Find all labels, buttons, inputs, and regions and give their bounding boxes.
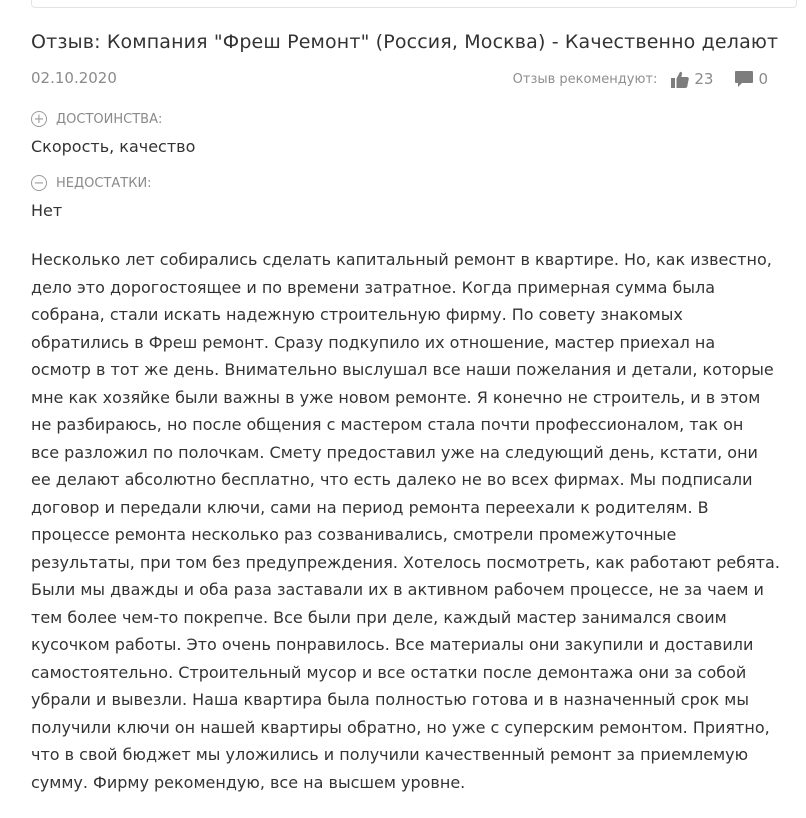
review-body-line: осмотр в тот же день. Внимательно выслушал все наши пожелания и детали, которые [31, 360, 774, 379]
comment-count: 0 [758, 70, 768, 88]
review-body-line: дело это дорогостоящее и по времени затратное. Когда примерная сумма была [31, 277, 716, 297]
review-body-line: убрали и вывезли. Наша квартира была полностью готова и в назначенный срок мы [31, 690, 749, 709]
review-body-line: кусочком работы. Это очень понравилось. Все материалы они закупили и доставили [31, 635, 754, 654]
review-body-line: что в свой бюджет мы уложились и получили качественный ремонт за приемлемую [31, 745, 749, 764]
review-body-line: получили ключи он нашей квартиры обратно, но уже с суперским ремонтом. Приятно, [31, 717, 770, 737]
previous-card-edge [31, 0, 797, 8]
recommend-label: Отзыв рекомендуют: [512, 71, 658, 87]
review-body [31, 246, 801, 796]
review-body-line: мне как хозяйке были важны в уже новом ремонте. Я конечно не строитель, и в этом [31, 387, 761, 407]
cons-text: Нет [31, 201, 63, 220]
review-body-line: договор и передали ключи, сами на период ремонта переехали к родителям. В [31, 497, 709, 517]
review-body-line: самостоятельно. Строительный мусор и все остатки после демонтажа они за собой [31, 662, 747, 682]
cons-label [31, 175, 152, 191]
comment-icon [735, 71, 753, 88]
review-body-line: тем более чем-то покрепче. Все были при деле, каждый мастер занимался своим [31, 607, 727, 627]
cons-label-text: НЕДОСТАТКИ: [56, 175, 152, 191]
review-date: 02.10.2020 [31, 69, 117, 87]
review-meta [513, 69, 768, 89]
thumbs-up-icon [671, 71, 689, 88]
review-body-line: процессе ремонта несколько раз созванивались, смотрели промежуточные [31, 525, 677, 544]
review-body-line: Были мы дважды и оба раза заставали их в активном рабочем процессе, не за чаем и [31, 580, 764, 599]
review-body-line: обратились в Фреш ремонт. Сразу подкупило их отношение, мастер приехал на [31, 332, 716, 352]
review-body-line: собрана, стали искать надежную строительную фирму. По совету знакомых [31, 305, 683, 324]
review-body-line: Несколько лет собирались сделать капитальный ремонт в квартире. Но, как известно, [31, 250, 772, 269]
review-body-line: ее делают абсолютно бесплатно, что есть далеко не во всех фирмах. Мы подписали [31, 470, 753, 489]
like-button[interactable] [671, 70, 713, 88]
like-count: 23 [694, 70, 714, 88]
review-body-line: не разбираюсь, но после общения с мастером стала почти профессионалом, так он [31, 415, 744, 434]
pros-label [31, 111, 162, 127]
review-title: Отзыв: Компания "Фреш Ремонт" (Россия, Москва) - Качественно делают [31, 31, 779, 53]
minus-circle-icon: − [31, 175, 47, 191]
plus-circle-icon: + [31, 111, 47, 127]
pros-label-text: ДОСТОИНСТВА: [56, 111, 163, 127]
review-body-line: все разложил по полочкам. Смету предоставил уже на следующий день, кстати, они [31, 442, 758, 462]
review-body-line: результаты, при том без предупреждения. Хотелось посмотреть, как работают ребята. [31, 552, 780, 572]
pros-text: Скорость, качество [31, 137, 196, 156]
review-body-line: сумму. Фирму рекомендую, все на высшем уровне. [31, 772, 466, 792]
comments-button[interactable] [735, 70, 768, 88]
